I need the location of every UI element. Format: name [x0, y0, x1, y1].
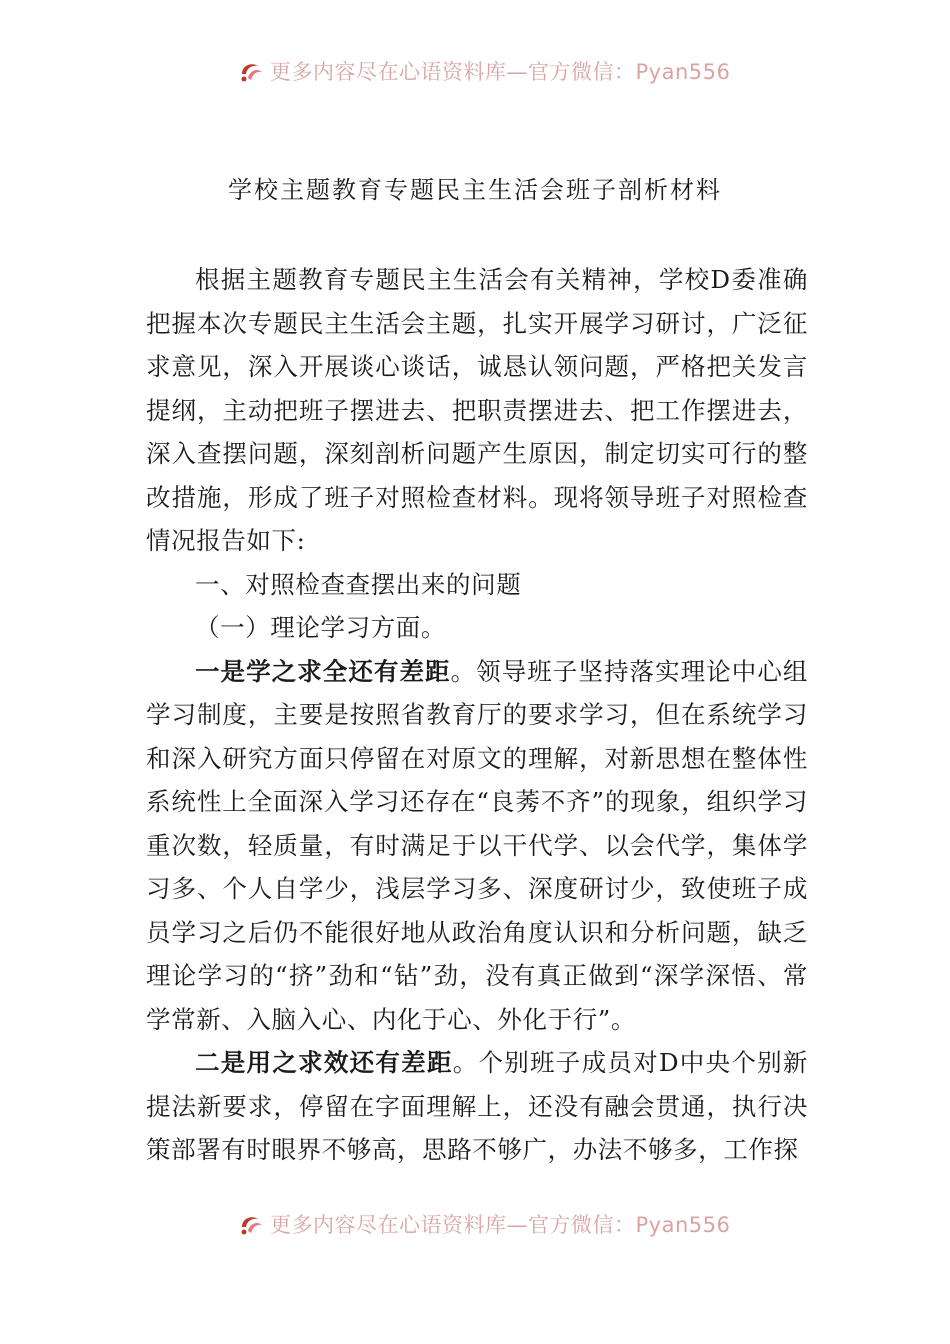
point-one-lead: 一是学之求全还有差距: [195, 656, 451, 686]
subsection-heading: （一）理论学习方面。: [195, 613, 446, 642]
section-heading: 一、对照检查查摆出来的问题: [195, 569, 522, 599]
document-body: [146, 258, 808, 1172]
watermark-logo-icon: [236, 56, 266, 86]
watermark-text: 更多内容尽在心语资料库—官方微信：Pyan556: [270, 1213, 731, 1237]
point-one-paragraph: [146, 650, 808, 1042]
watermark-text: 更多内容尽在心语资料库—官方微信：Pyan556: [270, 60, 731, 84]
header-watermark: [236, 56, 730, 86]
watermark-logo-icon: [236, 1209, 266, 1239]
point-two-paragraph: [146, 1041, 808, 1172]
point-two-body: 。个别班子成员对D中央个别新提法新要求，停留在字面理解上，还没有融会贯通，执行决策部署有时眼界不够高，思路不够广，办法不够多，工作探: [146, 1048, 808, 1164]
intro-paragraph: 根据主题教育专题民主生活会有关精神，学校D委准确把握本次专题民主生活会主题，扎实开展学习研讨，广泛征求意见，深入开展谈心谈话，诚恳认领问题，严格把关发言提纲，主动把班子摆进去、把职责摆进去、把工作摆进去，深入查摆问题，深刻剖析问题产生原因，制定切实可行的整改措施，形成了班子对照检查材料。现将领导班子对照检查情况报告如下:: [146, 265, 808, 555]
document-title: 学校主题教育专题民主生活会班子剖析材料: [228, 176, 722, 204]
point-one-body: 。领导班子坚持落实理论中心组学习制度，主要是按照省教育厅的要求学习，但在系统学习和深入研究方面只停留在对原文的理解，对新思想在整体性系统性上全面深入学习还存在“良莠不齐”的现象，组织学习重次数，轻质量，有时满足于以干代学、以会代学，集体学习多、个人自学少，浅层学习多、深度研讨少，致使班子成员学习之后仍不能很好地从政治角度认识和分析问题，缺乏理论学习的“挤”劲和“钻”劲，没有真正做到“深学深悟、常学常新、入脑入心、内化于心、外化于行”。: [146, 656, 808, 1034]
footer-watermark: [236, 1209, 730, 1239]
point-two-lead: 二是用之求效还有差距: [195, 1048, 453, 1077]
